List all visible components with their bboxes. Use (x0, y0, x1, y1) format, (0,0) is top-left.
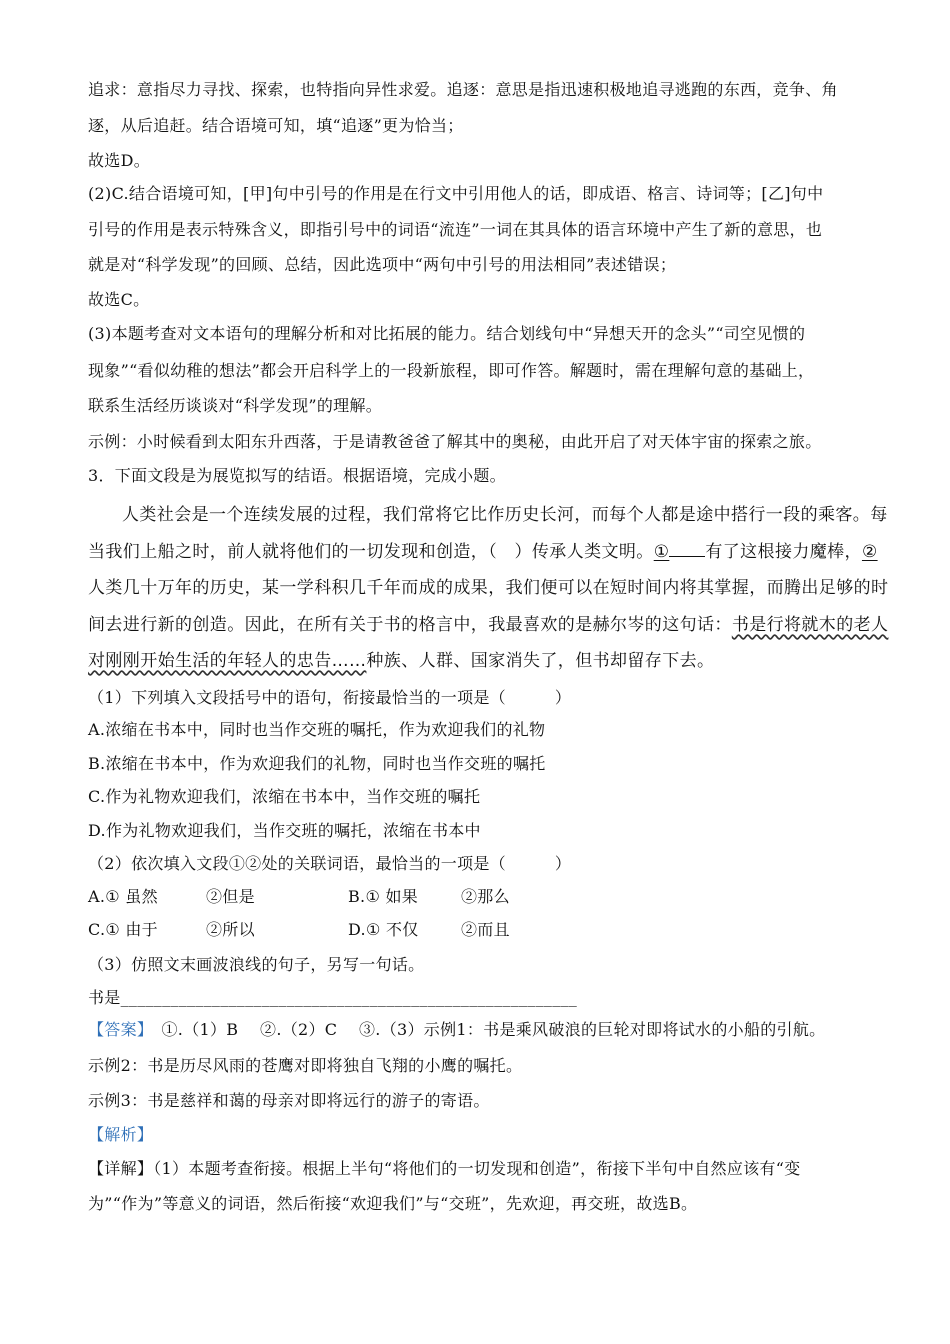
passage-line (88, 614, 888, 636)
passage-text: 间去进行新的创造。因此，在所有关于书的格言中，我最喜欢的是赫尔岑的这句话： (88, 615, 732, 635)
question-3: （3）仿照文末画波浪线的句子，另写一句话。 (88, 955, 425, 974)
analysis-text: （1）本题考查衔接。根据上半句“将他们的一切发现和创造”，衔接下半句中自然应该有“变 (153, 1159, 801, 1178)
answer-line (88, 1020, 825, 1040)
answer-example: 示例3：书是慈祥和蔼的母亲对即将远行的游子的寄语。 (88, 1091, 490, 1110)
text-line: 现象”“看似幼稚的想法”都会开启科学上的一段新旅程，即可作答。解题时，需在理解句意的基础上， (88, 361, 815, 380)
detail-tag: 【详解】 (88, 1159, 154, 1178)
option-d-1: D.① 不仅 (348, 920, 419, 939)
answer-example: 示例2：书是历尽风雨的苍鹰对即将独自飞翔的小鹰的嘱托。 (88, 1056, 523, 1075)
blank-marker-2: ② (861, 542, 878, 562)
question-1: （1）下列填入文段括号中的语句，衔接最恰当的一项是（ ） (88, 688, 572, 707)
text-line: 逐，从后追赶。结合语境可知，填“追逐”更为恰当； (88, 116, 464, 135)
passage-line: 人类社会是一个连续发展的过程，我们常将它比作历史长河，而每个人都是途中搭行一段的乘客。每 (122, 505, 888, 525)
question-heading: 3．下面文段是为展览拟写的结语。根据语境，完成小题。 (88, 466, 506, 485)
option-b-2: ②那么 (461, 887, 510, 906)
option-c-2: ②所以 (206, 920, 255, 939)
answer-text: ①.（1）B ②.（2）C ③.（3）示例1：书是乘风破浪的巨轮对即将试水的小船的引航。 (145, 1020, 826, 1039)
option-d: D.作为礼物欢迎我们，当作交班的嘱托，浓缩在书本中 (88, 821, 481, 840)
wavy-sentence: 对刚刚开始生活的年轻人的忠告…… (88, 651, 367, 671)
option-row (88, 887, 510, 907)
option-b: B.浓缩在书本中，作为欢迎我们的礼物，同时也当作交班的嘱托 (88, 754, 546, 773)
option-d-2: ②而且 (461, 920, 510, 939)
text-line: 示例：小时候看到太阳东升西落，于是请教爸爸了解其中的奥秘，由此开启了对天体宇宙的探索之旅。 (88, 432, 822, 451)
text-line: 故选D。 (88, 151, 151, 170)
passage-line: 人类几十万年的历史，某一学科积几千年而成的成果，我们便可以在短时间内将其掌握，而腾出足够的时 (88, 578, 889, 598)
wavy-sentence: 书是行将就木的老人 (731, 615, 889, 635)
option-a-2: ②但是 (206, 887, 255, 906)
analysis-line (88, 1159, 801, 1179)
text-line: 引号的作用是表示特殊含义，即指引号中的词语“流连”一词在其具体的语言环境中产生了新的意思，也 (88, 220, 823, 239)
option-c: C.作为礼物欢迎我们，浓缩在书本中，当作交班的嘱托 (88, 787, 481, 806)
passage-text: 当我们上船之时，前人就将他们的一切发现和创造，（ ）传承人类文明。 (88, 542, 654, 562)
text-line: 联系生活经历谈谈对“科学发现”的理解。 (88, 396, 383, 415)
option-row (88, 920, 510, 940)
question-2: （2）依次填入文段①②处的关联词语，最恰当的一项是（ ） (88, 854, 572, 873)
passage-text: 有了这根接力魔棒， (705, 542, 862, 562)
option-a-1: A.① 虽然 (88, 887, 158, 906)
option-b-1: B.① 如果 (348, 887, 419, 906)
text-line: (3)本题考查对文本语句的理解分析和对比拓展的能力。结合划线句中“异想天开的念头”“司空见惯的 (88, 324, 806, 343)
blank-line (669, 542, 705, 557)
passage-text: 种族、人群、国家消失了，但书却留存下去。 (366, 651, 715, 671)
answer-line: 书是_______________________________________________________ (88, 988, 578, 1007)
answer-tag: 【答案】 (88, 1020, 146, 1039)
analysis-tag: 【解析】 (88, 1125, 154, 1144)
text-line: 追求：意指尽力寻找、探索，也特指向异性求爱。追逐：意思是指迅速积极地追寻逃跑的东西，竞争、角 (88, 80, 838, 99)
option-a: A.浓缩在书本中，同时也当作交班的嘱托，作为欢迎我们的礼物 (88, 720, 546, 739)
text-line: 故选C。 (88, 290, 150, 309)
passage-line (88, 650, 714, 672)
text-line: 就是对“科学发现”的回顾、总结，因此选项中“两句中引号的用法相同”表述错误； (88, 255, 677, 274)
option-c-1: C.① 由于 (88, 920, 158, 939)
passage-line (88, 541, 878, 563)
blank-marker-1: ① (653, 542, 670, 562)
text-line: (2)C.结合语境可知，[甲]句中引号的作用是在行文中引用他人的话，即成语、格言、诗词等；[乙]句中 (88, 184, 824, 203)
analysis-line: 为”“作为”等意义的词语，然后衔接“欢迎我们”与“交班”，先欢迎，再交班，故选B。 (88, 1194, 698, 1213)
